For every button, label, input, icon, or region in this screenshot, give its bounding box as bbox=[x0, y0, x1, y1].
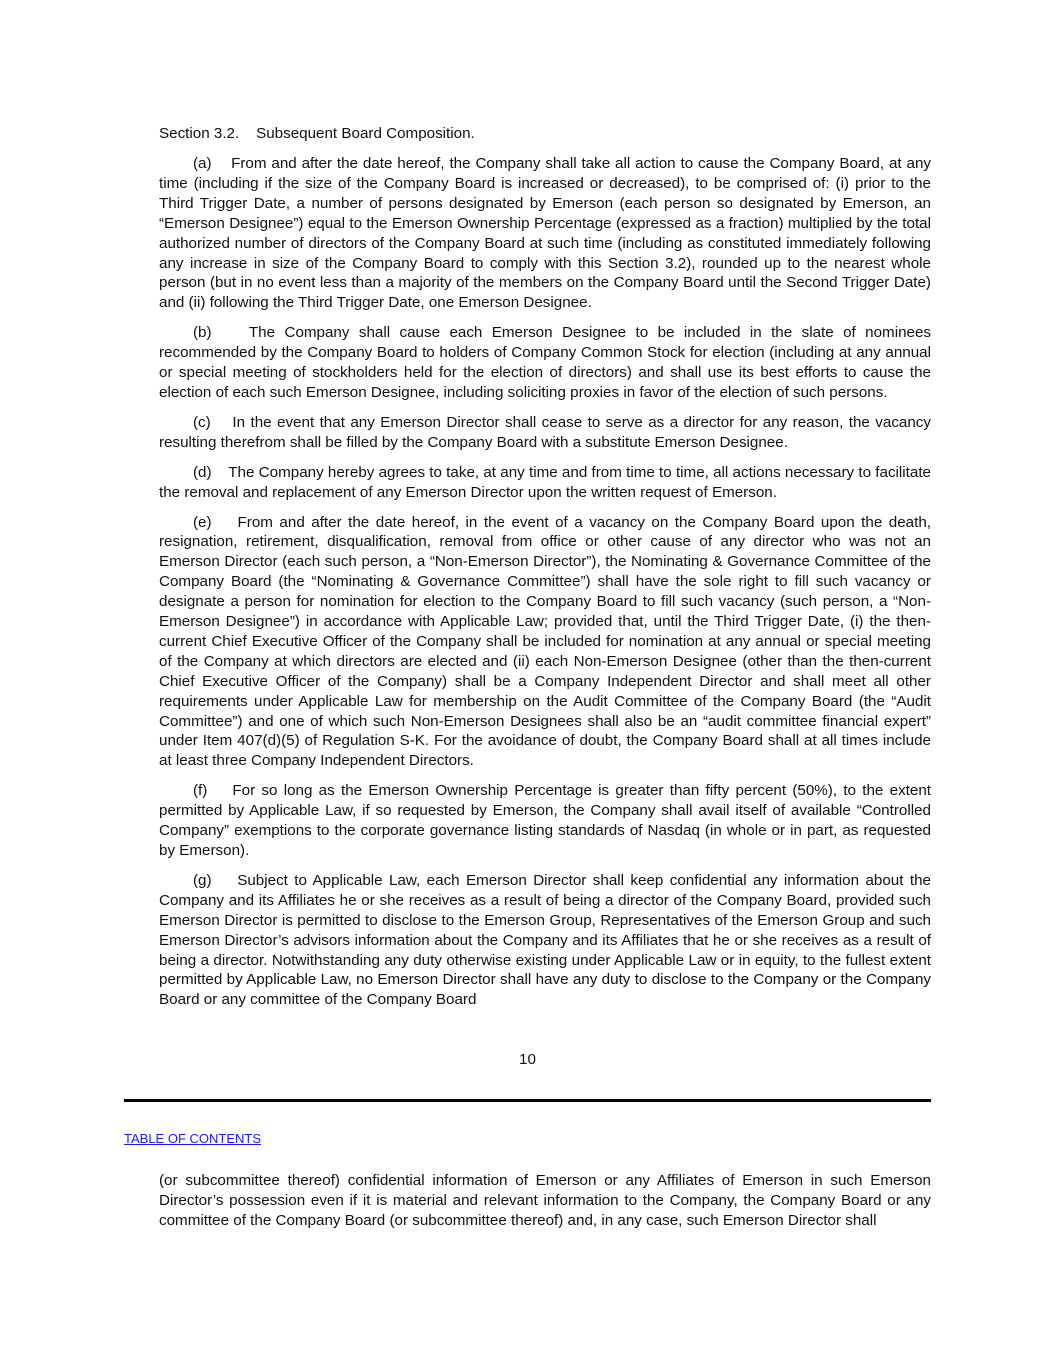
paragraph-c bbox=[159, 413, 931, 453]
paragraph-label: (d) bbox=[193, 463, 212, 481]
paragraph-label: (f) bbox=[193, 782, 208, 800]
paragraph-text: Subject to Applicable Law, each Emerson Director shall keep confidential any information about the Company and its Affiliates he or she receives as a result of being a director of the Company Board, provided such Emerson Director is permitted to disclose to the Emerson Group, Representatives of the Emerson Group and such Emerson Director’s advisors information about the Company and its Affiliates that he or she receives as a result of being a director. Notwithstanding any duty otherwise existing under Applicable Law or in equity, to the fullest extent permitted by Applicable Law, no Emerson Director shall have any duty to disclose to the Company or the Company Board or any committee of the Company Board bbox=[159, 871, 931, 1009]
page-number: 10 bbox=[519, 1051, 536, 1068]
paragraph-text: From and after the date hereof, in the event of a vacancy on the Company Board upon the death, resignation, retirement, disqualification, removal from office or other cause of any director who was not an Emerson Director (each such person, a “Non-Emerson Director”), the Nominating & Governance Committee of the Company Board (the “Nominating & Governance Committee”) shall have the sole right to fill such vacancy or designate a person for nomination for election to the Company Board to fill such vacancy (such person, a “Non-Emerson Designee”) in accordance with Applicable Law; provided that, until the Third Trigger Date, (i) the then-current Chief Executive Officer of the Company shall be included for nomination at any annual or special meeting of the Company at which directors are elected and (ii) each Non-Emerson Designee (other than the then-current Chief Executive Officer of the Company) shall be a Company Independent Director and shall meet all other requirements under Applicable Law for membership on the Audit Committee of the Company Board (the “Audit Committee”) and one of which such Non-Emerson Designees shall also be an “audit committee financial expert” under Item 407(d)(5) of Regulation S-K. For the avoidance of doubt, the Company Board shall at all times include at least three Company Independent Directors. bbox=[159, 513, 931, 770]
paragraph-d bbox=[159, 463, 931, 503]
page-break-divider bbox=[124, 1099, 931, 1102]
paragraph-a bbox=[159, 154, 931, 313]
paragraph-text: From and after the date hereof, the Company shall take all action to cause the Company Board, at any time (including if the size of the Company Board is increased or decreased), to be comprised of: (i) prior to the Third Trigger Date, a number of persons designated by Emerson (each person so designated by Emerson, an “Emerson Designee”) equal to the Emerson Ownership Percentage (expressed as a fraction) multiplied by the total authorized number of directors of the Company Board at such time (including as constituted immediately following any increase in size of the Company Board to comply with this Section 3.2), rounded up to the nearest whole person (but in no event less than a majority of the members on the Company Board until the Second Trigger Date) and (ii) following the Third Trigger Date, one Emerson Designee. bbox=[159, 155, 931, 312]
paragraph-text: In the event that any Emerson Director shall cease to serve as a director for any reason, the vacancy resulting therefrom shall be filled by the Company Board with a substitute Emerson Designee. bbox=[159, 413, 931, 451]
paragraph-text: The Company hereby agrees to take, at any time and from time to time, all actions necessary to facilitate the removal and replacement of any Emerson Director upon the written request of Emerson. bbox=[159, 463, 931, 501]
paragraph-text: For so long as the Emerson Ownership Percentage is greater than fifty percent (50%), to the extent permitted by Applicable Law, if so requested by Emerson, the Company shall avail itself of available “Controlled Company” exemptions to the corporate governance listing standards of Nasdaq (in whole or in part, as requested by Emerson). bbox=[159, 782, 931, 859]
paragraph-b bbox=[159, 323, 931, 403]
paragraph-label: (a) bbox=[193, 155, 212, 172]
paragraph-g bbox=[159, 871, 931, 1010]
paragraph-label: (b) bbox=[193, 324, 212, 342]
section-heading: Section 3.2. Subsequent Board Composition. bbox=[159, 125, 475, 142]
section-paragraphs bbox=[159, 154, 931, 1020]
continuation-paragraph: (or subcommittee thereof) confidential information of Emerson or any Affiliates of Emerson in such Emerson Director’s possession even if it is material and relevant information to the Company, the Company Board or any committee of the Company Board (or subcommittee thereof) and, in any case, such Emerson Director shall bbox=[159, 1172, 931, 1229]
paragraph-f bbox=[159, 781, 931, 861]
paragraph-label: (e) bbox=[193, 513, 212, 531]
paragraph-label: (c) bbox=[193, 413, 211, 431]
paragraph-label: (g) bbox=[193, 871, 212, 889]
paragraph-text: The Company shall cause each Emerson Designee to be included in the slate of nominees recommended by the Company Board to holders of Company Common Stock for election (including at any annual or special meeting of stockholders held for the election of directors) and shall use its best efforts to cause the election of each such Emerson Designee, including soliciting proxies in favor of the election of such persons. bbox=[159, 324, 932, 401]
table-of-contents-link[interactable]: TABLE OF CONTENTS bbox=[124, 1131, 261, 1146]
paragraph-e bbox=[159, 513, 931, 772]
